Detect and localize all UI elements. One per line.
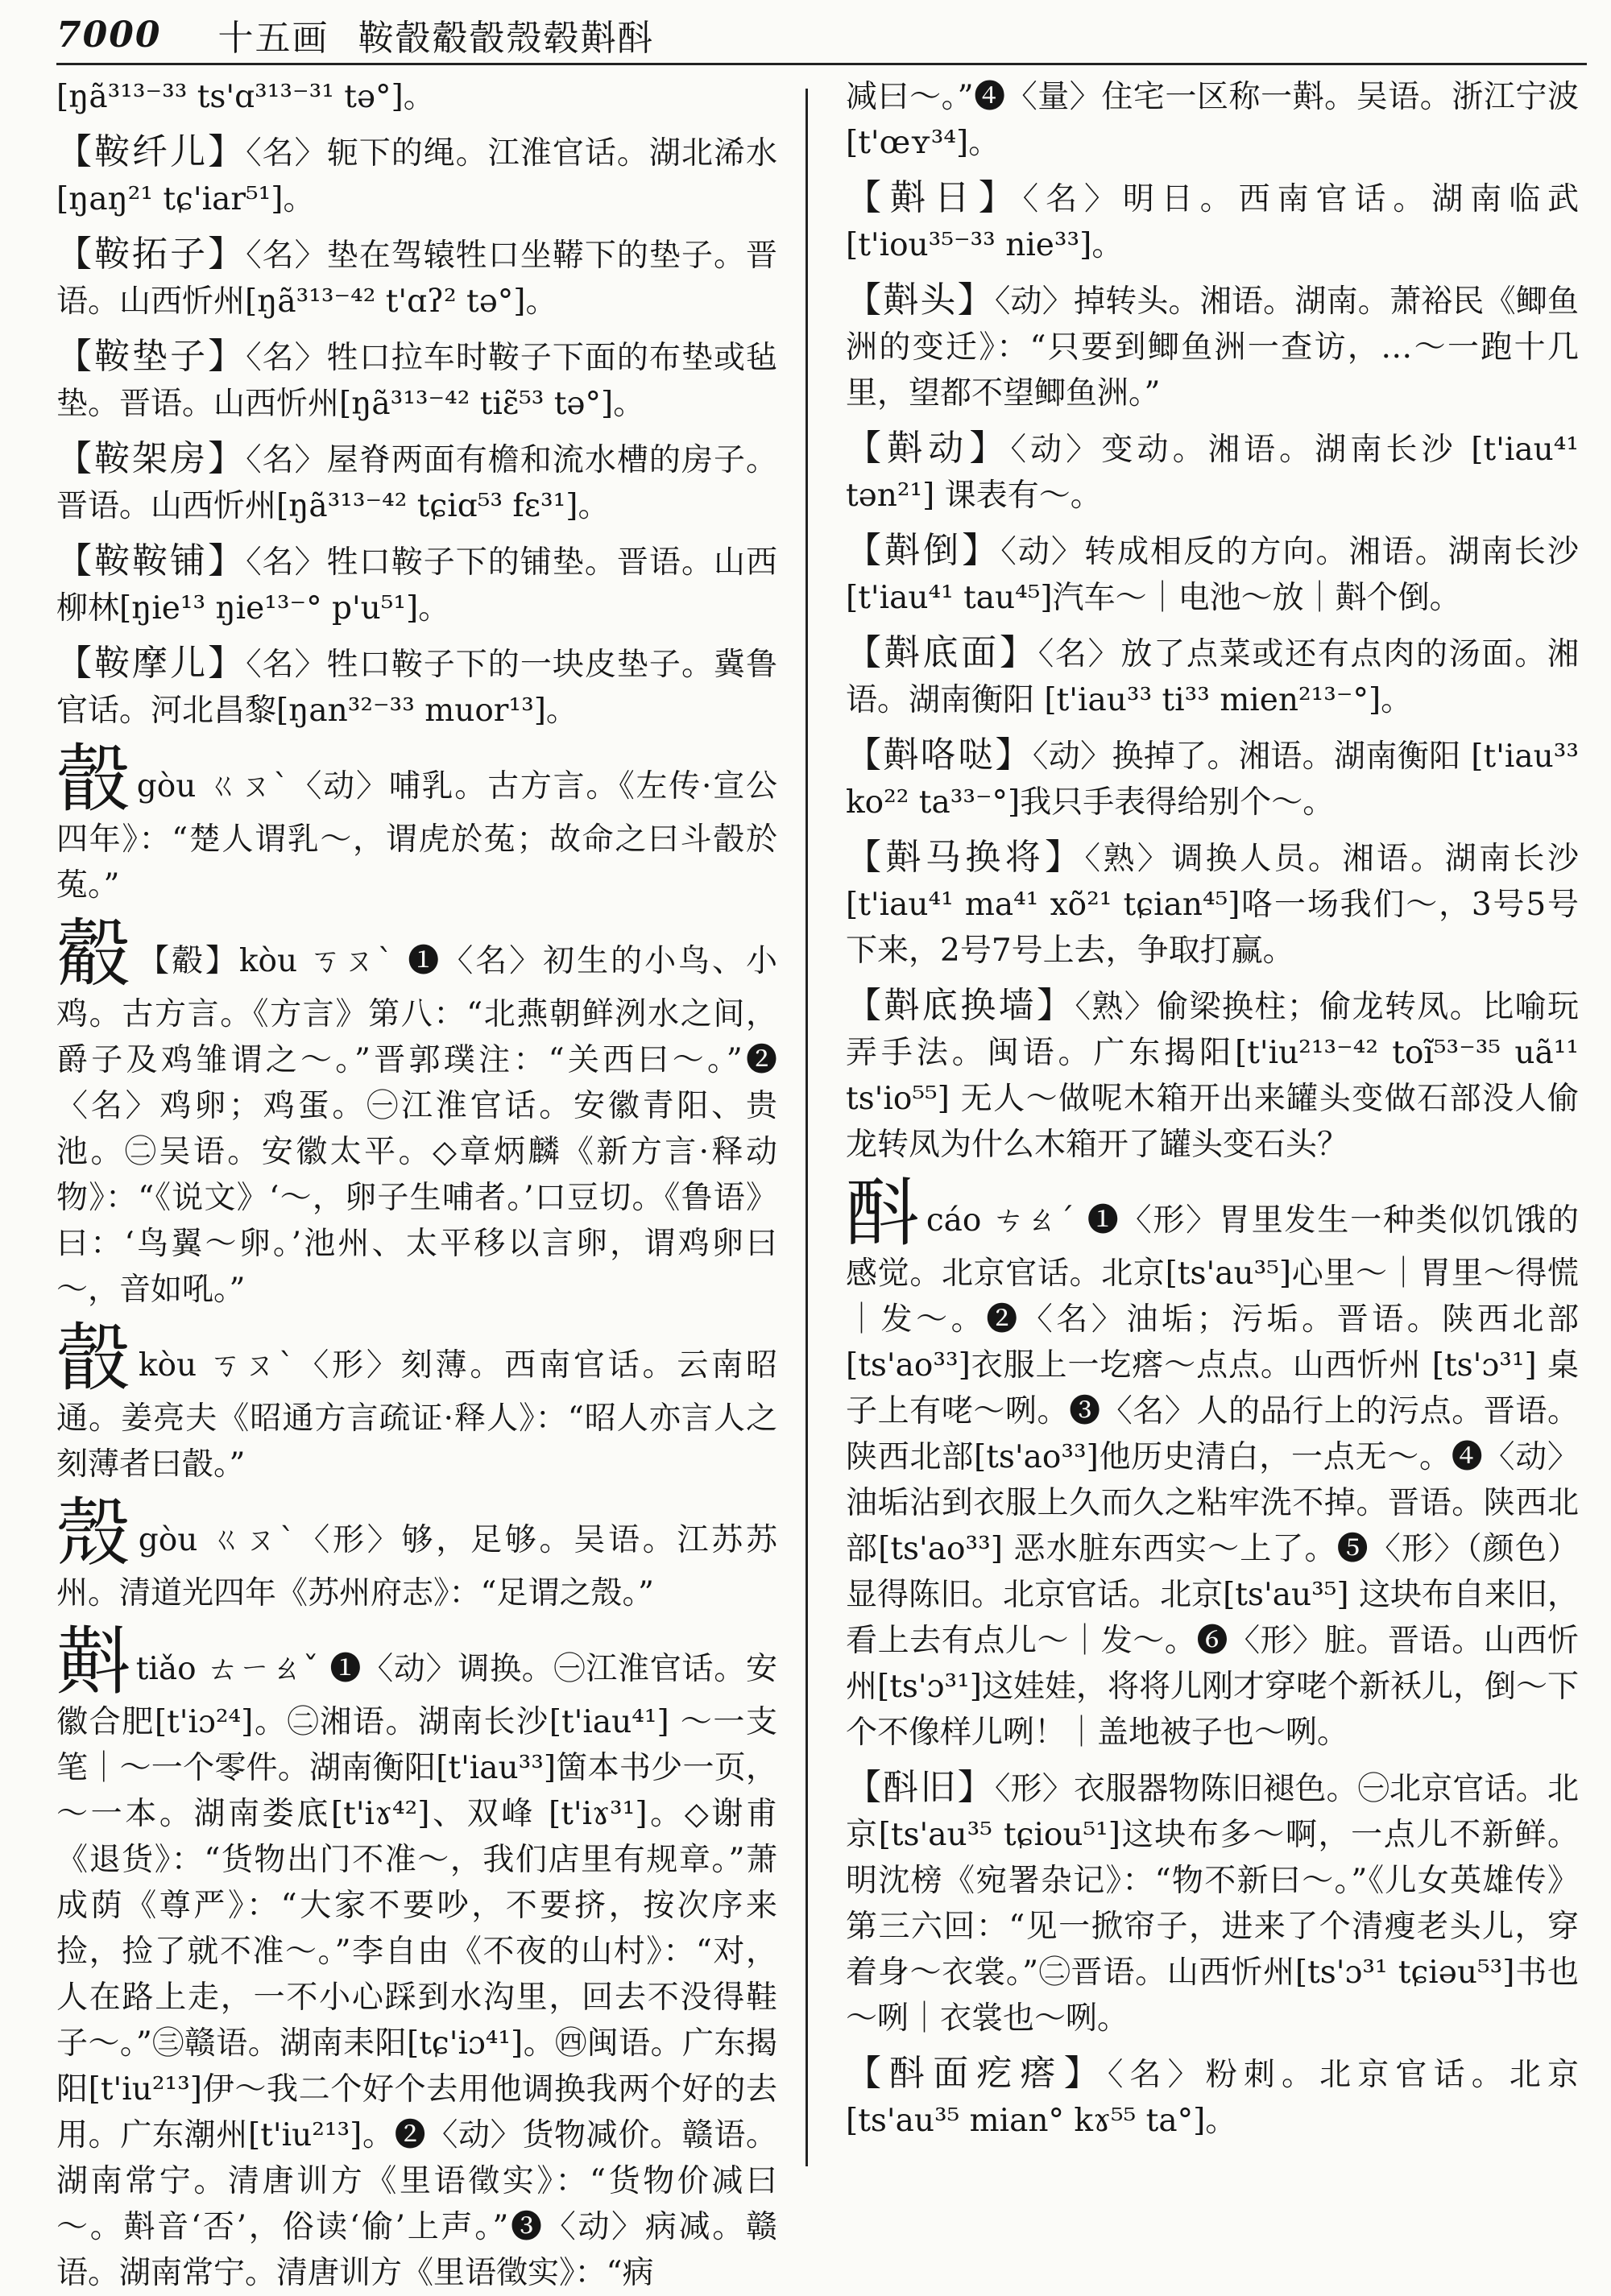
entry-definition: tiǎo ㄊㄧㄠˇ ❶〈动〉调换。㊀江淮官话。安徽合肥[t'iɔ²⁴]。㊁湘语。湖南长沙[t'iau⁴¹] ～一支笔｜～一个零件。湖南衡阳[t'iau³³]箇本书少一页，～一本。湖南娄底[t'iɤ⁴²]、双峰 [t'iɤ³¹]。◇谢甫《退货》：“货物出门不准～，我们店里有规章。”萧成荫《尊严》：“大家不要吵，不要挤，按次序来捡，捡了就不准～。”李自由《不夜的山村》：“对，人在路上走，一不小心踩到水沟里，回去不没得鞋子～。”㊂赣语。湖南耒阳[tɕ'iɔ⁴¹]。㊃闽语。广东揭阳[t'iu²¹³]伊～我二个好个去用他调换我两个好的去用。广东潮州[t'iu²¹³]。❷〈动〉货物减价。赣语。湖南常宁。清唐训方《里语徵实》：“货物价减曰～。斢音‘否’，俗读‘偷’上声。”❸〈动〉病减。赣语。湖南常宁。清唐训方《里语徵实》：“病 bbox=[56, 1651, 777, 2291]
entry-headword: 【酙旧】 bbox=[846, 1767, 995, 1808]
dictionary-entry bbox=[56, 231, 777, 325]
page-number: 7000 bbox=[56, 14, 162, 56]
entry-headword: 【鞍垫子】 bbox=[56, 336, 246, 377]
dictionary-entry bbox=[56, 333, 777, 427]
entry-headword: 【斢底换墙】 bbox=[846, 985, 1075, 1026]
dictionary-entry bbox=[846, 834, 1579, 974]
entry-definition: 〈熟〉调换人员。湘语。湖南长沙[t'iau⁴¹ ma⁴¹ xõ²¹ tɕian⁴⁵]咯一场我们～，3号5号下来，2号7号上去，争取打赢。 bbox=[846, 841, 1579, 969]
entry-definition: 〈名〉粉刺。北京官话。北京 [ts'au³⁵ mian° kɤ⁵⁵ ta°]。 bbox=[846, 2057, 1579, 2139]
dictionary-entry bbox=[56, 640, 777, 734]
entry-definition: 〈名〉放了点菜或还有点肉的汤面。湘语。湖南衡阳 [t'iau³³ ti³³ mien²¹³⁻°]。 bbox=[846, 636, 1579, 718]
entry-headword: 【斢马换将】 bbox=[846, 837, 1085, 878]
entry-headword: 【斢底面】 bbox=[846, 632, 1038, 673]
entry-definition: 〈动〉掉转头。湘语。湖南。萧裕民《鲫鱼洲的变迁》：“只要到鲫鱼洲一查访，…～一跑十几里，望都不望鲫鱼洲。” bbox=[846, 283, 1579, 412]
entry-character: 斢 bbox=[56, 1619, 131, 1705]
entry-headword: 【斢头】 bbox=[846, 279, 995, 321]
dictionary-entry bbox=[846, 2050, 1579, 2144]
entry-definition: kòu ㄎㄡˋ〈形〉刻薄。西南官话。云南昭通。姜亮夫《昭通方言疏证·释人》：“昭人亦言人之刻薄者曰瞉。” bbox=[56, 1347, 777, 1483]
dictionary-entry bbox=[56, 911, 777, 1313]
entry-definition: 减曰～。”❹〈量〉住宅一区称一斢。吴语。浙江宁波[t'œʏ³⁴]。 bbox=[846, 79, 1579, 161]
dictionary-entry bbox=[846, 277, 1579, 416]
entry-headword: 【鞍架房】 bbox=[56, 438, 246, 479]
entry-definition: 〈熟〉偷梁换柱；偷龙转凤。比喻玩弄手法。闽语。广东揭阳[t'iu²¹³⁻⁴² toĩ⁵³⁻³⁵ uã¹¹ ts'io⁵⁵] 无人～做呢木箱开出来罐头变做石部没人偷龙转凤为什么木箱开了罐头变石头？ bbox=[846, 989, 1579, 1163]
entry-headword: 【鞍摩儿】 bbox=[56, 643, 246, 684]
left-column bbox=[56, 74, 777, 2291]
dictionary-entry bbox=[846, 1170, 1579, 1756]
dictionary-entry bbox=[56, 538, 777, 631]
entry-definition: 〈名〉轭下的绳。江淮官话。湖北浠水[ŋaŋ²¹ tɕ'iar⁵¹]。 bbox=[56, 135, 777, 217]
entry-definition: 〈动〉转成相反的方向。湘语。湖南长沙[t'iau⁴¹ tau⁴⁵]汽车～｜电池～放｜斢个倒。 bbox=[846, 534, 1579, 616]
entry-definition: 〈名〉垫在驾辕牲口坐鞯下的垫子。晋语。山西忻州[ŋã³¹³⁻⁴² t'ɑʔ² tə°]。 bbox=[56, 238, 777, 320]
dictionary-entry bbox=[846, 175, 1579, 268]
entry-definition: 【觳】kòu ㄎㄡˋ ❶〈名〉初生的小鸟、小鸡。古方言。《方言》第八：“北燕朝鲜洌水之间，爵子及鸡雏谓之～。”晋郭璞注：“关西曰～。”❷〈名〉鸡卵；鸡蛋。㊀江淮官话。安徽青阳、贵池。㊁吴语。安徽太平。◇章炳麟《新方言·释动物》：“《说文》‘～，卵子生哺者。’口豆切。《鲁语》曰：‘鸟翼～卵。’池州、太平移以言卵，谓鸡卵曰～，音如吼。” bbox=[56, 943, 777, 1308]
dictionary-entry bbox=[56, 736, 777, 908]
right-column bbox=[846, 74, 1579, 2166]
dictionary-entry bbox=[56, 1315, 777, 1487]
entry-definition: 〈动〉换掉了。湘语。湖南衡阳 [t'iau³³ ko²² ta³³⁻°]我只手表得给别个～。 bbox=[846, 738, 1579, 821]
entry-headword: 【鞍拓子】 bbox=[56, 234, 246, 275]
entry-definition: 〈形〉衣服器物陈旧褪色。㊀北京官话。北京[ts'au³⁵ tɕiou⁵¹]这块布多～啊，一点儿不新鲜。明沈榜《宛署杂记》：“物不新曰～。”《儿女英雄传》第三六回：“见一掀帘子，进来了个清瘦老头儿，穿着身～衣裳。”㊁晋语。山西忻州[ts'ɔ³¹ tɕiəu⁵³]书也～咧｜衣裳也～咧。 bbox=[846, 1771, 1579, 2037]
entry-character: 瞉 bbox=[56, 1315, 134, 1401]
page-header bbox=[56, 6, 1587, 65]
entry-definition: 〈动〉变动。湘语。湖南长沙 [t'iau⁴¹ tən²¹] 课表有～。 bbox=[846, 432, 1579, 514]
header-section: 十五画 bbox=[217, 18, 329, 59]
entry-headword: 【酙面疙瘩】 bbox=[846, 2053, 1108, 2094]
column-divider bbox=[806, 89, 808, 2166]
dictionary-entry bbox=[56, 436, 777, 529]
entry-definition: 〈名〉明日。西南官话。湖南临武 [t'iou³⁵⁻³³ nie³³]。 bbox=[846, 181, 1579, 263]
dictionary-entry bbox=[56, 1619, 777, 2296]
dictionary-entry bbox=[846, 74, 1579, 166]
entry-character: 瞉 bbox=[56, 736, 132, 822]
entry-character: 殼 bbox=[56, 1490, 134, 1576]
entry-headword: 【斢日】 bbox=[846, 177, 1023, 218]
entry-definition: 〈名〉屋脊两面有檐和流水槽的房子。晋语。山西忻州[ŋã³¹³⁻⁴² tɕiɑ⁵³ fɛ³¹]。 bbox=[56, 442, 777, 524]
entry-definition: gòu ㄍㄡˋ〈形〉够，足够。吴语。江苏苏州。清道光四年《苏州府志》：“足谓之殼。” bbox=[56, 1522, 777, 1611]
entry-definition: cáo ㄘㄠˊ ❶〈形〉胃里发生一种类似饥饿的感觉。北京官话。北京[ts'au³⁵]心里～｜胃里～得慌｜发～。❷〈名〉油垢；污垢。晋语。陕西北部[ts'ao³³]衣服上一圪瘩～点点。山西忻州 [ts'ɔ³¹] 桌子上有咾～咧。❸〈名〉人的品行上的污点。晋语。陕西北部[ts'ao³³]他历史清白，一点无～。❹〈动〉油垢沾到衣服上久而久之粘牢洗不掉。晋语。陕西北部[ts'ao³³] 恶水脏东西实～上了。❺〈形〉（颜色）显得陈旧。北京官话。北京[ts'au³⁵] 这块布自来旧，看上去有点儿～｜发～。❻〈形〉脏。晋语。山西忻州[ts'ɔ³¹]这娃娃，将将儿刚才穿咾个新袄儿，倒～下个不像样儿咧！｜盖地被子也～咧。 bbox=[846, 1202, 1579, 1751]
header-characters: 鞍瞉觳瞉殼毂斢酙 bbox=[358, 18, 655, 59]
dictionary-entry bbox=[846, 527, 1579, 621]
dictionary-entry bbox=[846, 425, 1579, 519]
entry-character: 觳 bbox=[56, 911, 133, 997]
dictionary-entry bbox=[56, 129, 777, 222]
dictionary-entry bbox=[846, 732, 1579, 825]
dictionary-entry bbox=[56, 1490, 777, 1616]
dictionary-entry bbox=[846, 630, 1579, 723]
entry-definition: gòu ㄍㄡˋ〈动〉哺乳。古方言。《左传·宣公四年》：“楚人谓乳～，谓虎於菟；故命之曰斗瞉於菟。” bbox=[56, 768, 777, 904]
entry-definition: 〈名〉牲口鞍子下的一块皮垫子。冀鲁官话。河北昌黎[ŋan³²⁻³³ muor¹³]。 bbox=[56, 647, 777, 729]
dictionary-entry bbox=[56, 74, 777, 120]
entry-definition: 〈名〉牲口鞍子下的铺垫。晋语。山西柳林[ŋie¹³ ŋie¹³⁻° p'u⁵¹]。 bbox=[56, 544, 777, 627]
entry-headword: 【斢咯哒】 bbox=[846, 734, 1033, 776]
entry-definition: [ŋã³¹³⁻³³ ts'ɑ³¹³⁻³¹ tə°]。 bbox=[56, 79, 435, 115]
dictionary-entry bbox=[846, 1764, 1579, 2042]
entry-headword: 【鞍纤儿】 bbox=[56, 131, 246, 172]
entry-definition: 〈名〉牲口拉车时鞍子下面的布垫或毡垫。晋语。山西忻州[ŋã³¹³⁻⁴² tiɛ̃⁵³ tə°]。 bbox=[56, 340, 777, 422]
entry-headword: 【斢倒】 bbox=[846, 530, 1001, 571]
entry-character: 酙 bbox=[846, 1170, 921, 1256]
entry-headword: 【鞍鞍铺】 bbox=[56, 540, 246, 581]
dictionary-entry bbox=[846, 983, 1579, 1168]
entry-headword: 【斢动】 bbox=[846, 428, 1011, 469]
